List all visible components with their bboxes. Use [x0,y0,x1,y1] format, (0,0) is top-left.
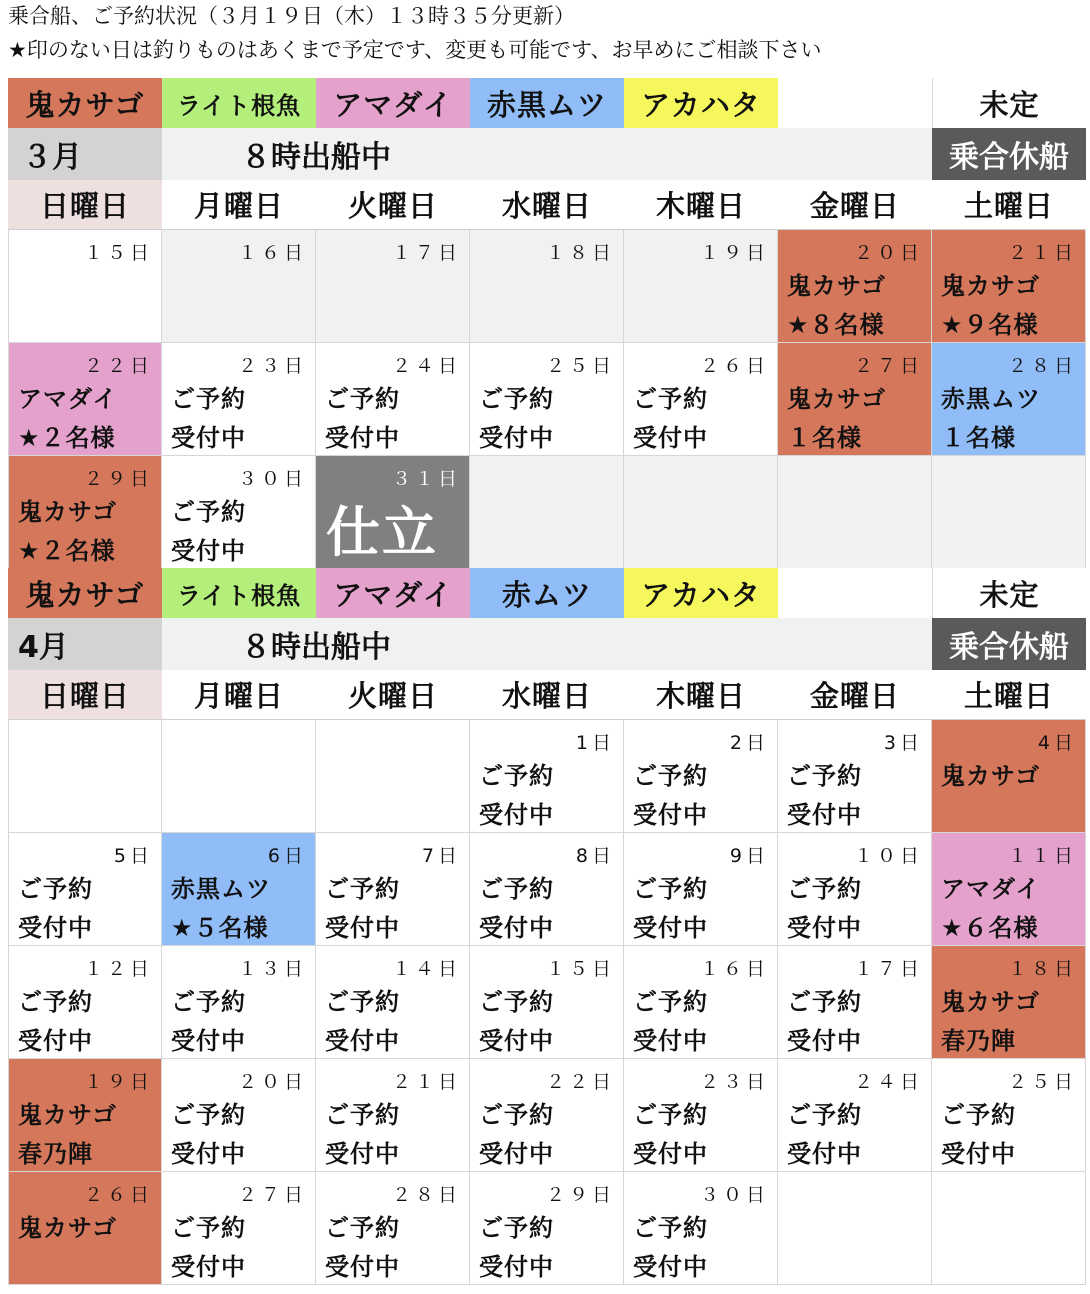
day-line2: ★８名様 [787,311,885,339]
day-number: ２７日 [853,355,923,377]
day-line2: 受付中 [633,1027,708,1055]
day-line1: ご予約 [633,875,708,903]
legend-blank [778,568,932,618]
day-line1: ご予約 [18,875,93,903]
day-cell[interactable] [470,720,624,833]
calendar-week [8,343,1086,456]
day-line2: 受付中 [633,424,708,452]
day-line2: 受付中 [479,1027,554,1055]
day-cell[interactable] [8,833,162,946]
day-number: １５日 [83,242,153,264]
april-calendar [8,568,1086,1285]
day-number: ３０日 [699,1184,769,1206]
day-line2: 受付中 [479,914,554,942]
day-cell[interactable] [778,833,932,946]
day-line2: ★９名様 [941,311,1039,339]
day-cell[interactable] [624,1172,778,1285]
day-line1: ご予約 [633,1101,708,1129]
day-cell[interactable] [932,1059,1086,1172]
day-number: ２９日 [545,1184,615,1206]
day-line1: アマダイ [941,875,1041,903]
day-number: １６日 [699,958,769,980]
day-cell[interactable] [932,946,1086,1059]
day-line1: アマダイ [18,385,118,413]
day-number: ２１日 [1007,242,1077,264]
day-cell[interactable] [316,343,470,456]
day-line1: 鬼カサゴ [787,385,887,413]
day-cell[interactable] [8,946,162,1059]
day-line2: 受付中 [171,424,246,452]
day-line2: １名様 [787,424,862,452]
day-line2: 受付中 [787,801,862,829]
day-cell[interactable] [932,720,1086,833]
day-number: ２３日 [237,355,307,377]
day-line1: ご予約 [171,1214,246,1242]
day-cell-empty [778,1172,932,1285]
day-number: ２４日 [853,1071,923,1093]
weekday-thu: 木曜日 [624,670,778,720]
day-number: ２２日 [545,1071,615,1093]
status-spacer [470,128,932,180]
day-line1: ご予約 [633,1214,708,1242]
day-line1: ご予約 [479,988,554,1016]
day-cell[interactable] [162,946,316,1059]
calendar-week [8,833,1086,946]
weekday-wed: 水曜日 [470,670,624,720]
day-cell[interactable] [624,946,778,1059]
kyusen-label: 乗合休船 [932,128,1086,180]
day-cell[interactable] [932,343,1086,456]
day-line2: ★２名様 [18,537,116,565]
day-line1: 鬼カサゴ [18,1214,118,1242]
legend-akahata: アカハタ [624,78,778,128]
day-cell[interactable] [624,343,778,456]
weekday-tue: 火曜日 [316,180,470,230]
weekday-sat: 土曜日 [932,180,1086,230]
day-line2: 受付中 [633,914,708,942]
day-cell[interactable] [162,1059,316,1172]
day-cell[interactable] [932,230,1086,343]
calendar-week [8,456,1086,569]
day-number: ２１日 [391,1071,461,1093]
day-cell[interactable] [162,833,316,946]
day-number: 6日 [267,845,307,867]
update-status-text: 乗合船、ご予約状況（３月１９日（木）１３時３５分更新） [8,4,575,28]
day-line1: ご予約 [171,498,246,526]
day-line2: 受付中 [787,914,862,942]
day-cell-empty [8,720,162,833]
day-number: ２５日 [545,355,615,377]
day-cell[interactable] [162,456,316,569]
day-number: 3日 [883,732,923,754]
day-line1: ご予約 [633,762,708,790]
legend-onikasago: 鬼カサゴ [8,78,162,128]
day-line1: ご予約 [479,1101,554,1129]
day-line2: ★６名様 [941,914,1039,942]
day-number: １８日 [545,242,615,264]
calendar-week [8,1172,1086,1285]
day-number: １６日 [237,242,307,264]
day-number: 5日 [113,845,153,867]
calendar-week [8,230,1086,343]
march-status-row [8,128,1086,180]
day-line2: 春乃陣 [18,1140,93,1168]
day-number: １７日 [391,242,461,264]
legend-blank [778,78,932,128]
kyusen-label: 乗合休船 [932,618,1086,670]
legend-mitei: 未定 [932,568,1086,618]
day-line2: 受付中 [787,1027,862,1055]
charter-label: 仕立 [326,501,438,564]
day-cell-empty [470,456,624,569]
day-number: １３日 [237,958,307,980]
day-cell[interactable] [624,833,778,946]
day-cell[interactable] [470,833,624,946]
day-cell[interactable] [316,1059,470,1172]
day-cell[interactable] [8,1059,162,1172]
day-line2: 受付中 [325,1253,400,1281]
day-line2: 受付中 [325,914,400,942]
day-line1: 鬼カサゴ [941,988,1041,1016]
weekday-sat: 土曜日 [932,670,1086,720]
day-cell-empty [932,1172,1086,1285]
day-number: ２８日 [391,1184,461,1206]
legend-akakuromutsu: 赤黒ムツ [470,78,624,128]
day-cell[interactable] [8,230,162,343]
day-cell-empty [932,456,1086,569]
month-label: 4月 [8,618,162,670]
day-cell[interactable] [778,230,932,343]
day-cell[interactable] [316,230,470,343]
march-weekdays [8,180,1086,230]
legend-amadai: アマダイ [316,568,470,618]
day-number: １７日 [853,958,923,980]
day-number: １９日 [83,1071,153,1093]
day-line2: 受付中 [171,537,246,565]
weekday-wed: 水曜日 [470,180,624,230]
legend-akahata: アカハタ [624,568,778,618]
day-line1: ご予約 [18,988,93,1016]
legend-amadai: アマダイ [316,78,470,128]
day-number: ２７日 [237,1184,307,1206]
day-cell[interactable] [778,720,932,833]
day-line1: ご予約 [479,1214,554,1242]
day-number: １４日 [391,958,461,980]
day-line2: 受付中 [479,1140,554,1168]
legend-onikasago: 鬼カサゴ [8,568,162,618]
day-line2: ★５名様 [171,914,269,942]
day-number: １０日 [853,845,923,867]
day-line2: 受付中 [325,424,400,452]
day-number: ２６日 [699,355,769,377]
day-cell-shitate[interactable] [316,456,470,569]
day-line1: ご予約 [325,385,400,413]
day-line2: 受付中 [171,1140,246,1168]
day-line2: 受付中 [479,801,554,829]
day-cell-empty [162,720,316,833]
day-line2: 受付中 [171,1253,246,1281]
month-label: ３月 [8,128,162,180]
day-cell-empty [778,456,932,569]
day-line1: 鬼カサゴ [18,498,118,526]
weekday-mon: 月曜日 [162,180,316,230]
day-number: １９日 [699,242,769,264]
day-cell[interactable] [470,1172,624,1285]
day-number: ３０日 [237,468,307,490]
day-cell[interactable] [8,1172,162,1285]
day-line2: 受付中 [941,1140,1016,1168]
day-cell[interactable] [162,1172,316,1285]
weekday-tue: 火曜日 [316,670,470,720]
day-line2: 受付中 [18,914,93,942]
day-number: ２０日 [237,1071,307,1093]
day-line1: ご予約 [479,875,554,903]
day-number: 4日 [1037,732,1077,754]
weekday-fri: 金曜日 [778,670,932,720]
day-line1: ご予約 [325,875,400,903]
day-line2: 春乃陣 [941,1027,1016,1055]
day-cell[interactable] [470,230,624,343]
day-line2: 受付中 [325,1140,400,1168]
day-line1: ご予約 [787,762,862,790]
day-number: ３１日 [391,468,461,490]
day-number: ２４日 [391,355,461,377]
day-line2: 受付中 [633,801,708,829]
weekday-mon: 月曜日 [162,670,316,720]
day-cell[interactable] [162,343,316,456]
day-line1: ご予約 [787,875,862,903]
day-line2: 受付中 [787,1140,862,1168]
day-line2: 受付中 [479,424,554,452]
april-weekdays [8,670,1086,720]
day-number: 7日 [421,845,461,867]
day-cell-empty [316,720,470,833]
day-number: ２３日 [699,1071,769,1093]
day-line1: ご予約 [171,1101,246,1129]
day-cell[interactable] [470,946,624,1059]
april-legend [8,568,1086,618]
day-line1: 赤黒ムツ [941,385,1041,413]
departure-status: ８時出船中 [162,618,470,670]
day-number: 8日 [575,845,615,867]
day-line2: 受付中 [633,1253,708,1281]
march-legend [8,78,1086,128]
day-line2: 受付中 [633,1140,708,1168]
calendar-week [8,1059,1086,1172]
day-line1: ご予約 [325,1214,400,1242]
status-spacer [470,618,932,670]
day-cell[interactable] [624,720,778,833]
day-line1: ご予約 [325,1101,400,1129]
weekday-sun: 日曜日 [8,180,162,230]
day-line1: ご予約 [171,988,246,1016]
day-cell[interactable] [932,833,1086,946]
day-cell[interactable] [162,230,316,343]
day-line1: ご予約 [325,988,400,1016]
legend-light-nezakana: ライト根魚 [162,568,316,618]
day-line1: 鬼カサゴ [941,762,1041,790]
day-line1: ご予約 [787,1101,862,1129]
day-cell[interactable] [624,230,778,343]
day-number: １５日 [545,958,615,980]
day-cell[interactable] [316,946,470,1059]
weekday-fri: 金曜日 [778,180,932,230]
day-cell[interactable] [316,833,470,946]
day-line1: 赤黒ムツ [171,875,271,903]
day-cell[interactable] [778,343,932,456]
day-line1: 鬼カサゴ [941,272,1041,300]
day-number: ２８日 [1007,355,1077,377]
day-number: ２６日 [83,1184,153,1206]
day-line2: 受付中 [171,1027,246,1055]
april-status-row [8,618,1086,670]
day-line1: ご予約 [941,1101,1016,1129]
day-number: 9日 [729,845,769,867]
day-cell[interactable] [470,1059,624,1172]
day-number: ２９日 [83,468,153,490]
day-line1: ご予約 [479,385,554,413]
day-line1: 鬼カサゴ [787,272,887,300]
day-cell-empty [624,456,778,569]
day-line1: ご予約 [633,385,708,413]
day-cell[interactable] [624,1059,778,1172]
day-number: 2日 [729,732,769,754]
day-number: ２０日 [853,242,923,264]
day-cell[interactable] [778,946,932,1059]
day-line2: ★２名様 [18,424,116,452]
day-number: 1日 [575,732,615,754]
weekday-thu: 木曜日 [624,180,778,230]
day-cell[interactable] [778,1059,932,1172]
calendar-week [8,720,1086,833]
day-number: １２日 [83,958,153,980]
day-number: ２５日 [1007,1071,1077,1093]
day-line1: 鬼カサゴ [18,1101,118,1129]
day-number: ２２日 [83,355,153,377]
day-cell[interactable] [8,343,162,456]
day-line1: ご予約 [171,385,246,413]
legend-mitei: 未定 [932,78,1086,128]
weekday-sun: 日曜日 [8,670,162,720]
day-number: １１日 [1007,845,1077,867]
day-cell[interactable] [8,456,162,569]
day-number: １８日 [1007,958,1077,980]
departure-status: ８時出船中 [162,128,470,180]
legend-akamutsu: 赤ムツ [470,568,624,618]
calendar-week [8,946,1086,1059]
day-cell[interactable] [316,1172,470,1285]
day-line1: ご予約 [633,988,708,1016]
march-calendar [8,78,1086,569]
day-line1: ご予約 [787,988,862,1016]
day-line2: １名様 [941,424,1016,452]
day-line2: 受付中 [18,1027,93,1055]
day-line2: 受付中 [479,1253,554,1281]
day-cell[interactable] [470,343,624,456]
legend-light-nezakana: ライト根魚 [162,78,316,128]
day-line2: 受付中 [325,1027,400,1055]
notice-text: ★印のない日は釣りものはあくまで予定です、変更も可能です、お早めにご相談下さい [8,38,822,62]
day-line1: ご予約 [479,762,554,790]
